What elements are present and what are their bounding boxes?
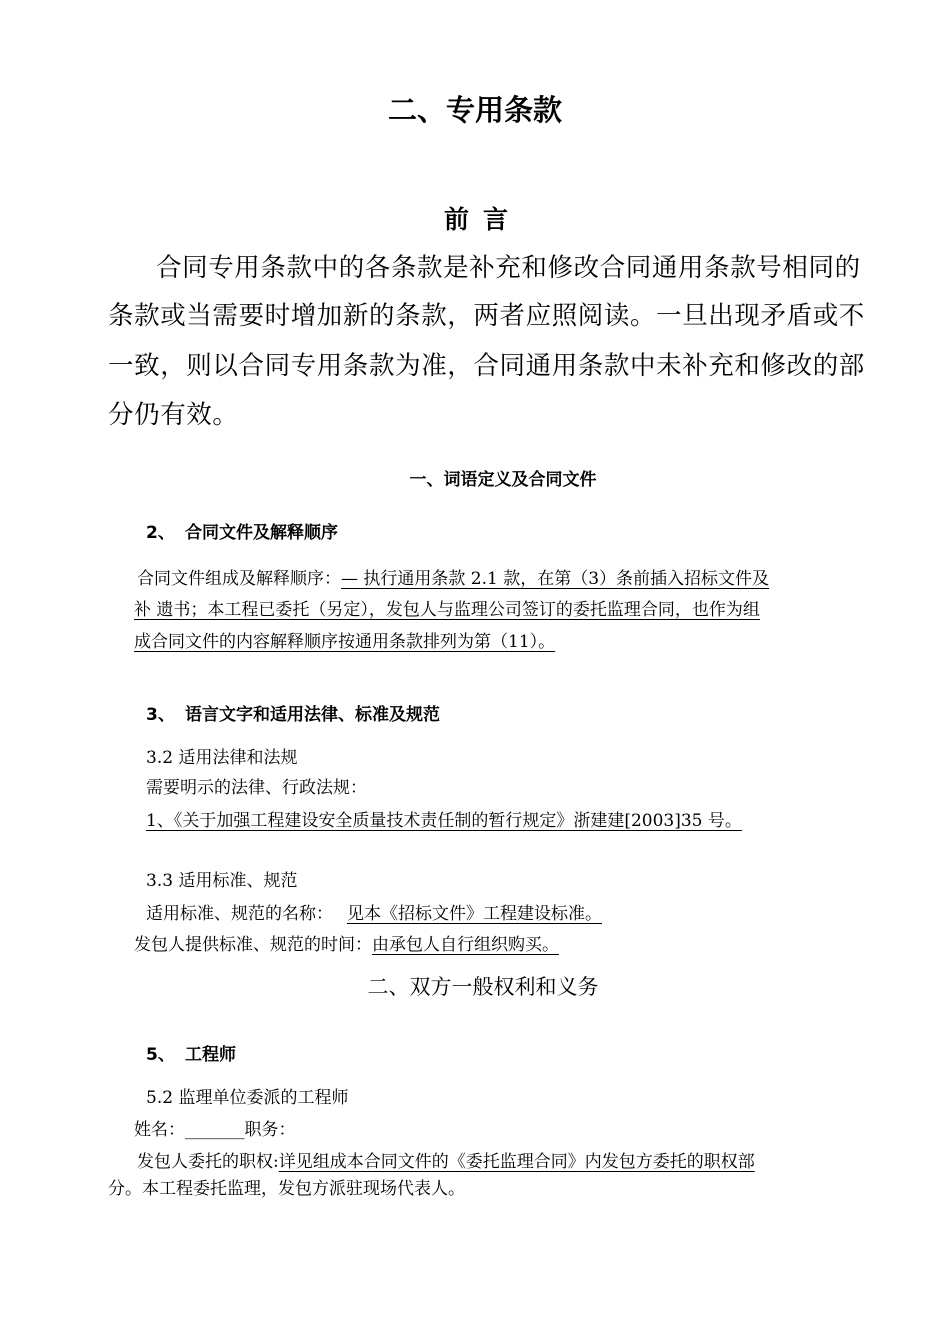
preface-heading: 前言 [443, 205, 522, 234]
section-heading: 二、双方一般权利和义务 [367, 975, 599, 999]
field-label: 需要明示的法律、行政法规： [146, 778, 367, 798]
preface-line: 合同专用条款中的各条款是补充和修改合同通用条款号相同的 [156, 253, 861, 283]
field-label: 发包人提供标准、规范的时间： [134, 935, 372, 955]
clause-text-line: 成合同文件的内容解释顺序按通用条款排列为第（11）。 [134, 632, 556, 652]
clause-text-line: 补 遗书；本工程已委托（另定），发包人与监理公司签订的委托监理合同，也作为组 [134, 600, 760, 620]
clause-text-line [137, 564, 769, 589]
standard-name-line [146, 899, 602, 924]
clause-number: 5、 [146, 1045, 175, 1065]
preface-line: 条款或当需要时增加新的条款，两者应照阅读。一旦出现矛盾或不 [108, 301, 865, 331]
clause-title: 合同文件及解释顺序 [185, 523, 338, 543]
subclause-title: 5.2 监理单位委派的工程师 [146, 1088, 349, 1108]
field-label: 合同文件组成及解释顺序： [137, 569, 341, 589]
authority-line [137, 1147, 755, 1172]
standard-time-line [134, 930, 559, 955]
clause-title: 工程师 [185, 1045, 236, 1065]
field-value: 由承包人自行组织购买。 [372, 935, 559, 955]
subclause-title: 3.2 适用法律和法规 [146, 748, 298, 768]
authority-continuation: 分。本工程委托监理，发包方派驻现场代表人。 [108, 1179, 465, 1199]
field-value: 详见组成本合同文件的《委托监理合同》内发包方委托的职权部 [278, 1152, 755, 1172]
field-value: 见本《招标文件》工程建设标准。 [347, 904, 602, 924]
clause-number: 3、 [146, 705, 175, 725]
clause-title: 语言文字和适用法律、标准及规范 [185, 705, 440, 725]
field-label: 适用标准、规范的名称： [146, 904, 333, 924]
field-label: 发包人委托的职权: [137, 1152, 279, 1172]
preface-line: 一致，则以合同专用条款为准，合同通用条款中未补充和修改的部 [108, 351, 865, 381]
clause-heading [146, 1040, 236, 1065]
preface-line: 分仍有效。 [108, 400, 239, 430]
law-item: 1、《关于加强工程建设安全质量技术责任制的暂行规定》浙建建[2003]35 号。 [146, 811, 742, 831]
clause-heading [146, 700, 440, 725]
subclause-title: 3.3 适用标准、规范 [146, 871, 298, 891]
section-heading: 一、词语定义及合同文件 [409, 470, 597, 490]
field-value: — 执行通用条款 2.1 款，在第（3）条前插入招标文件及 [341, 569, 770, 589]
clause-heading [146, 518, 338, 543]
clause-number: 2、 [146, 523, 175, 543]
page-title: 二、专用条款 [387, 93, 562, 127]
engineer-name-line: 姓名：_______职务： [134, 1120, 296, 1140]
